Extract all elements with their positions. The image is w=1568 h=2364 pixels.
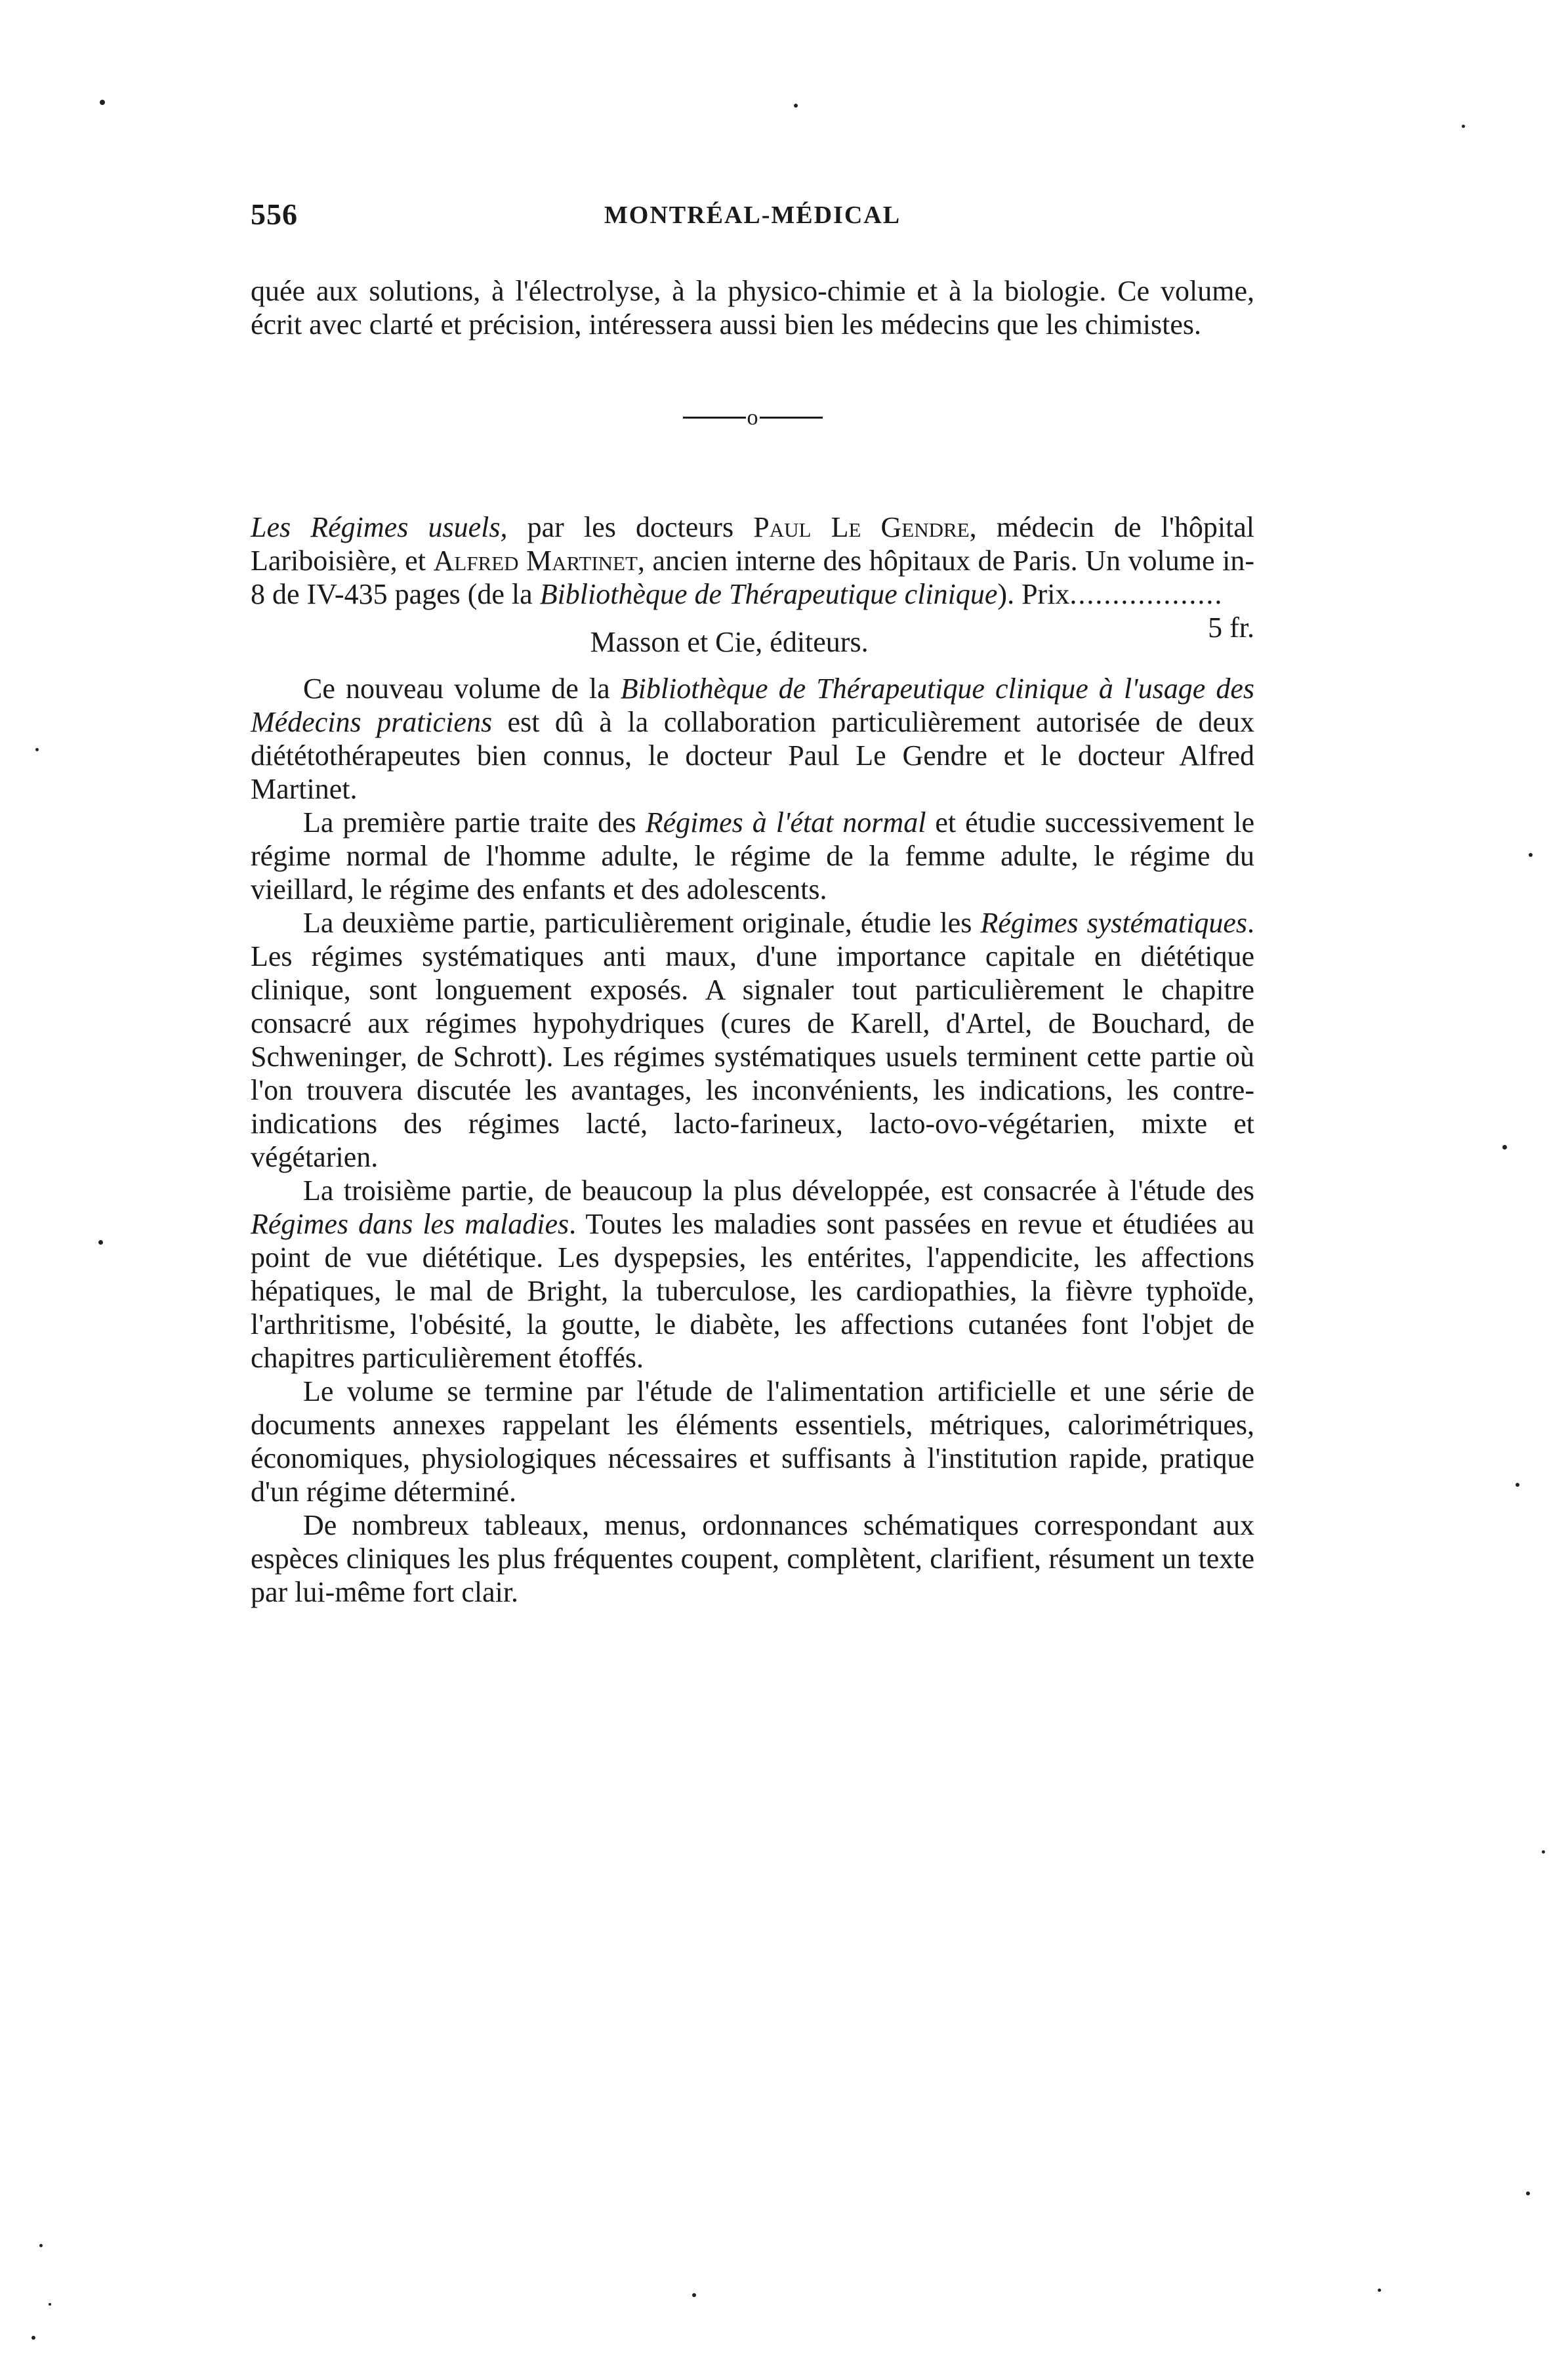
reference-text: , médecin de l'hôpital Lariboisière, et (251, 511, 1255, 577)
text-span: et étudie successivement le régime normal de l'homme adulte, le régime de la femme adulte, le régime du vieillard, le régime des enfants et des adolescents. (251, 806, 1254, 905)
reference-text: ). Prix (997, 578, 1070, 610)
scan-speck (1378, 2289, 1381, 2292)
page-header (251, 197, 1254, 243)
scan-speck (100, 100, 105, 105)
scan-speck (1542, 1850, 1545, 1854)
price-leader: .................. (1069, 578, 1224, 610)
paragraph-6: De nombreux tableaux, menus, ordonnances schématiques correspondant aux espèces cliniques les plus fréquentes coupent, complètent, clarifient, résument un texte par lui-même fort clair. (251, 1509, 1254, 1608)
italic-term: Régimes systématiques (980, 907, 1248, 939)
text-span: La deuxième partie, particulièrement originale, étudie les (303, 907, 981, 939)
scan-speck (794, 104, 798, 108)
italic-term: Régimes à l'état normal (645, 806, 926, 839)
scan-speck (35, 748, 39, 751)
running-head: MONTRÉAL-MÉDICAL (604, 201, 901, 229)
scan-speck (1502, 1145, 1507, 1150)
series-title: Bibliothèque de Thérapeutique clinique (539, 578, 998, 610)
paragraph-1 (251, 672, 1254, 806)
italic-term: Régimes dans les maladies (251, 1208, 569, 1240)
page-content (251, 274, 1254, 1609)
scan-speck (98, 1240, 103, 1245)
paragraph-3 (251, 906, 1254, 1174)
book-title: Les Régimes usuels, (251, 511, 508, 543)
separator-mark: o (747, 405, 758, 430)
paragraph-2 (251, 806, 1254, 906)
page-number: 556 (251, 197, 298, 231)
scan-speck (1529, 853, 1533, 857)
book-price: 5 fr. (1208, 612, 1254, 644)
author-name: Alfred Martinet (433, 545, 638, 577)
continuation-paragraph: quée aux solutions, à l'électrolyse, à la physico-chimie et à la biologie. Ce volume, écrit avec clarté et précision, intéressera aussi bien les médecins que les chimistes. (251, 275, 1254, 341)
text-span: La troisième partie, de beaucoup la plus développée, est consacrée à l'étude des (303, 1174, 1254, 1207)
scan-speck (692, 2293, 696, 2297)
text-span: est dû à la collaboration particulièrement autorisée de deux diététothérapeutes bien connus, le docteur Paul Le Gendre et le docteur Alfred Martinet. (251, 706, 1254, 805)
author-name: Paul Le Gendre (753, 511, 970, 543)
series-title: Bibliothèque de Thérapeutique clinique à l'usage des Médecins praticiens (251, 673, 1254, 738)
publisher-line: Masson et Cie, éditeurs. (590, 626, 869, 658)
scan-speck (49, 2303, 51, 2306)
paragraph-4 (251, 1174, 1254, 1375)
scan-speck (1516, 1483, 1519, 1487)
scan-speck (31, 2336, 35, 2340)
text-span: . Toutes les maladies sont passées en revue et étudiées au point de vue diététique. Les dyspepsies, les entérites, l'appendicite, les affections hépatiques, le mal de Bright, la tuberculose, les cardiopathies, la fièvre typhoïde, l'arthritisme, l'obésité, la goutte, le diabète, les affections cutanées font l'objet de chapitres particulièrement étoffés. (251, 1208, 1255, 1374)
section-separator (251, 341, 1254, 440)
text-span: . Les régimes systématiques anti maux, d'une importance capitale en diététique clinique, sont longuement exposés. A signaler tout particulièrement le chapitre consacré aux régimes hypohydriques (cures de Karell, d'Artel, de Bouchard, de Schweninger, de Schrott). Les régimes systématiques usuels terminent cette partie où l'on trouvera discutée les avantages, les inconvénients, les indications, les contre-indications des régimes lacté, lacto-farineux, lacto-ovo-végétarien, mixte et végétarien. (251, 907, 1255, 1173)
reference-text: par les docteurs (507, 511, 754, 543)
scan-speck (1462, 125, 1465, 128)
scan-speck (39, 2244, 43, 2247)
scan-speck (1526, 2191, 1530, 2195)
paragraph-5: Le volume se termine par l'étude de l'alimentation artificielle et une série de documents annexes rappelant les éléments essentiels, métriques, calorimétriques, économiques, physiologiques nécessaires et suffisants à l'institution rapide, pratique d'un régime déterminé. (251, 1375, 1254, 1508)
text-span: La première partie traite des (303, 806, 646, 839)
text-span: Ce nouveau volume de la (303, 673, 621, 705)
reference-text: , ancien interne des hôpitaux de Paris. Un volume in-8 de IV-435 pages (de la (251, 545, 1255, 610)
